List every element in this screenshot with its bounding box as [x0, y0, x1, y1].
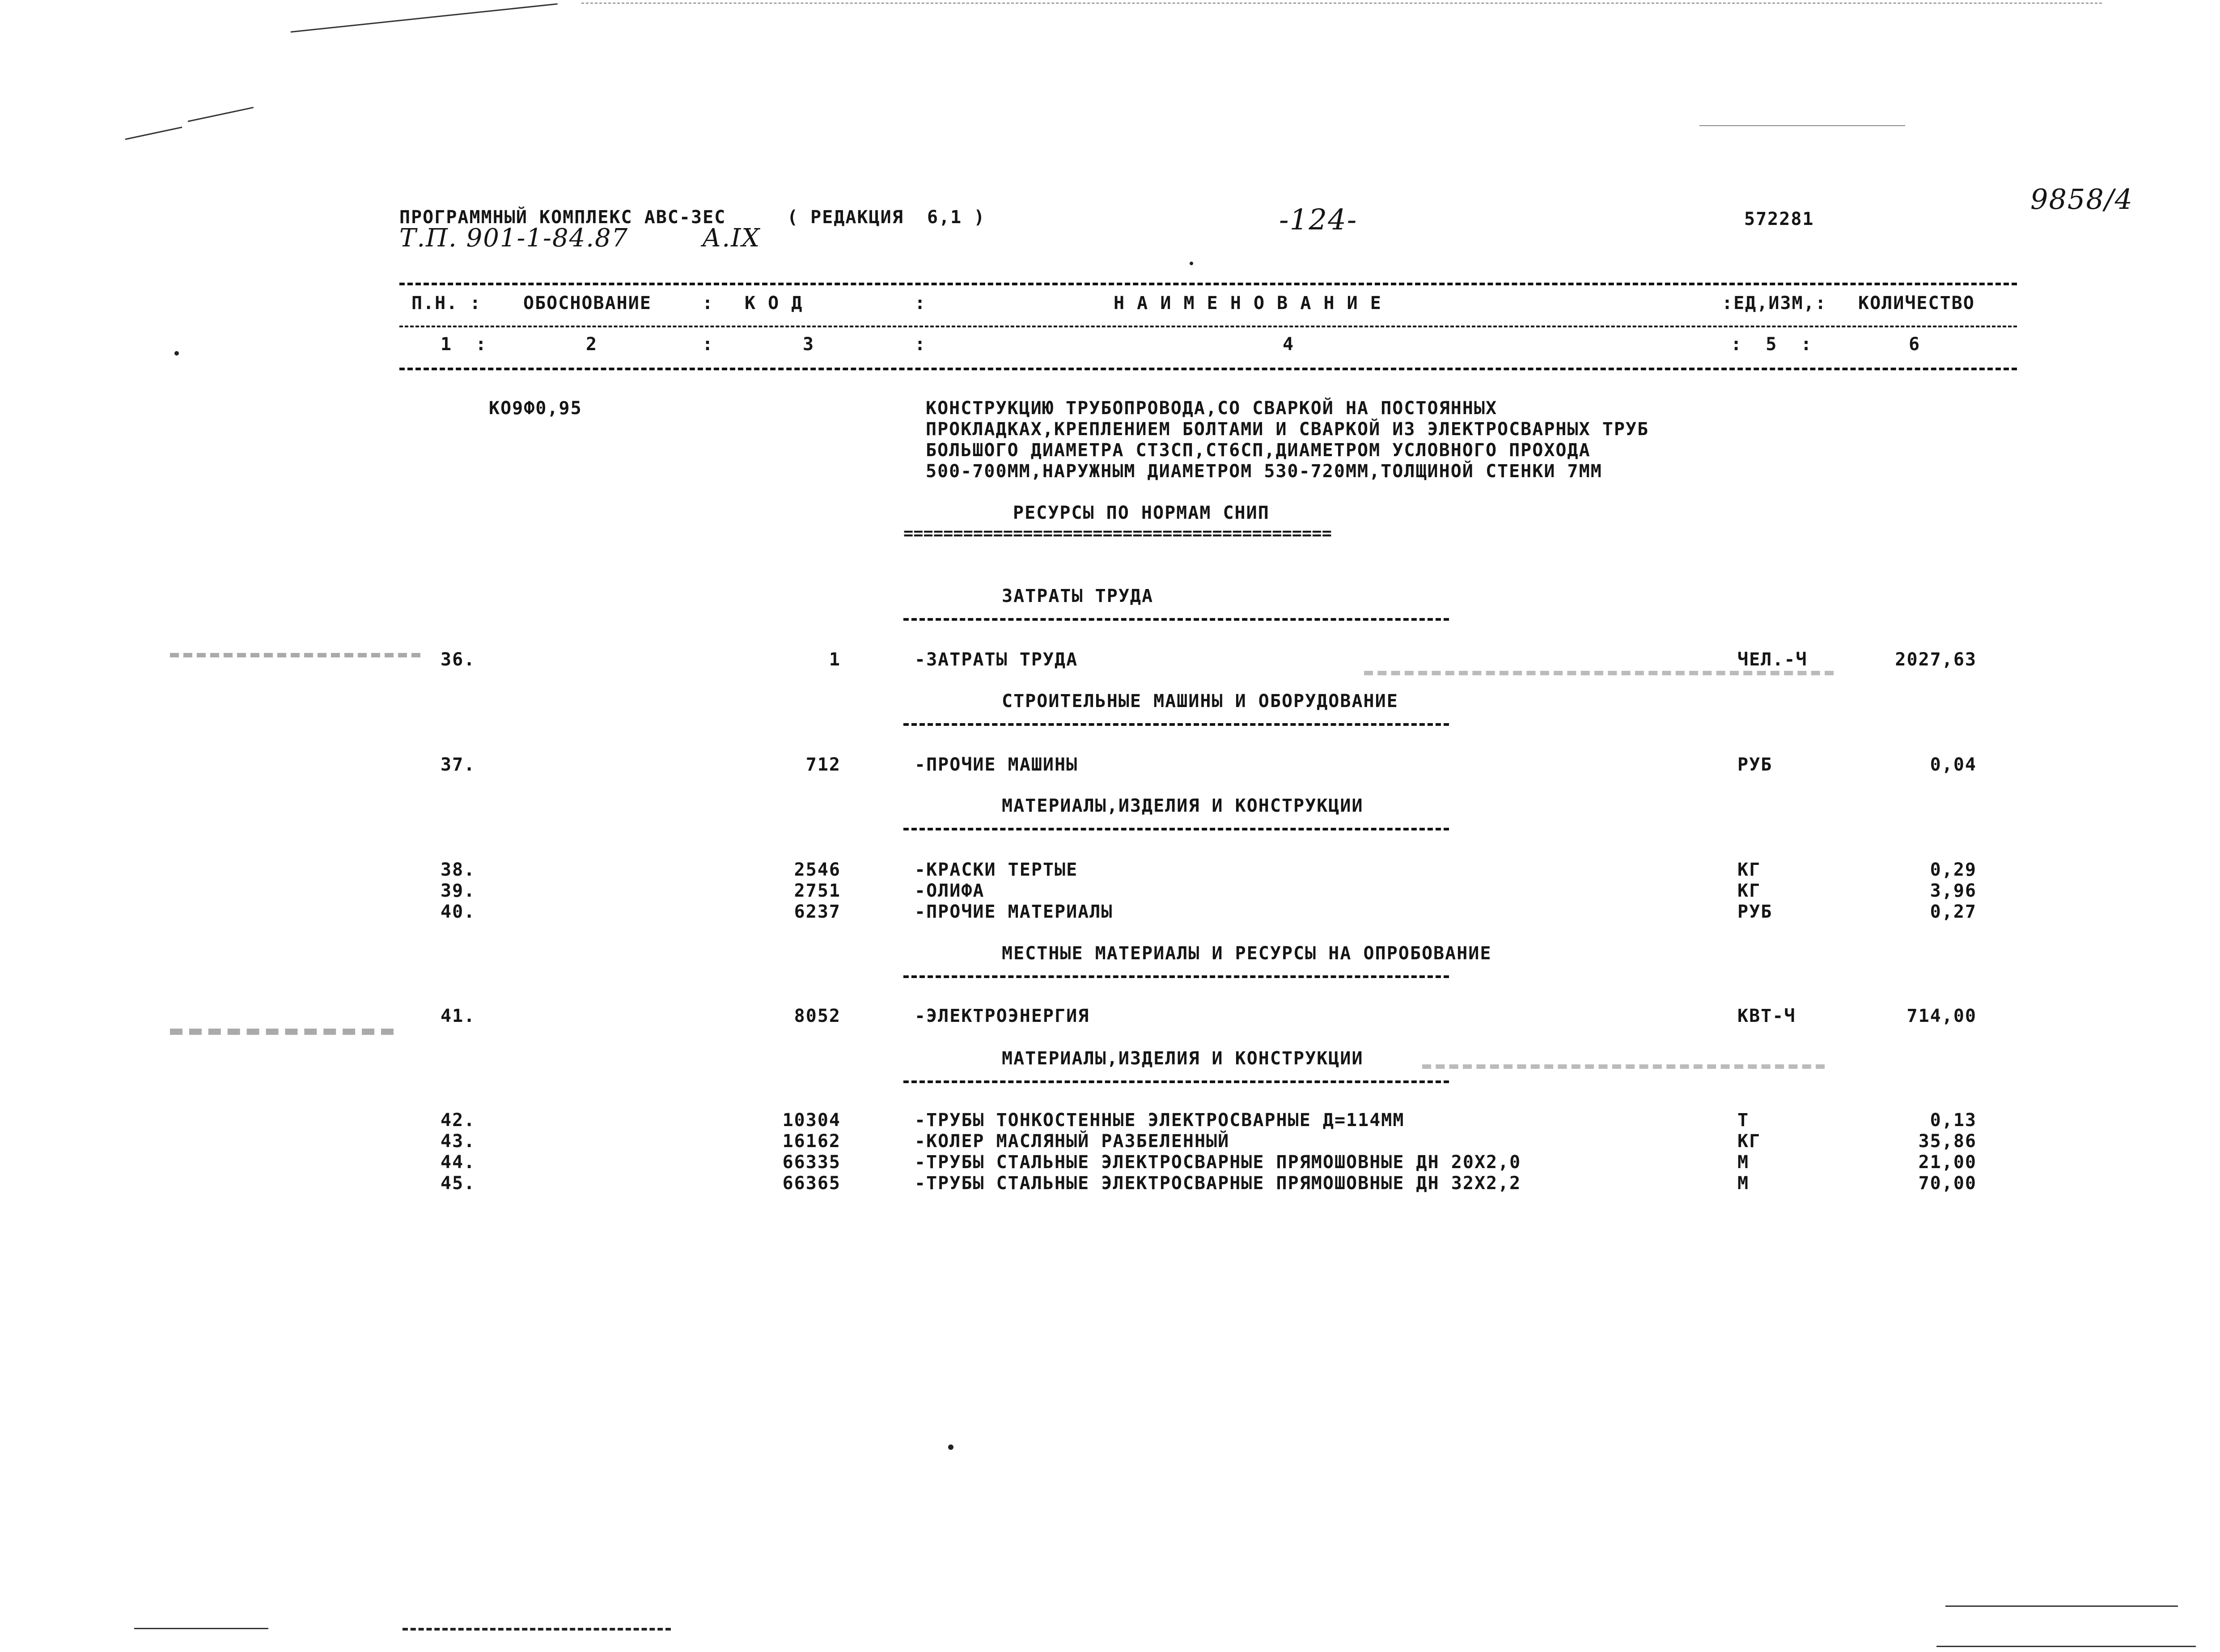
resources-underline: ===========================================: [903, 524, 1332, 543]
row-pn: 42.: [441, 1110, 476, 1131]
section-underline: [903, 1080, 1449, 1083]
scan-line: [134, 1628, 268, 1629]
document-number: 572281: [1744, 209, 1814, 229]
col-number-1: 1 :: [441, 334, 487, 355]
scan-line: [1364, 671, 1834, 675]
row-qty: 2027,63: [1895, 649, 1977, 670]
row-qty: 21,00: [1918, 1152, 1977, 1173]
col-number-sep: :: [915, 334, 927, 355]
album-number: А.IX: [702, 224, 761, 253]
row-pn: 36.: [441, 649, 476, 670]
scan-line: [1936, 1646, 2196, 1647]
row-name: -ТРУБЫ СТАЛЬНЫЕ ЭЛЕКТРОСВАРНЫЕ ПРЯМОШОВНЫЕ ДН 32Х2,2: [915, 1173, 1521, 1194]
row-pn: 45.: [441, 1173, 476, 1194]
scan-line: [170, 653, 420, 657]
row-pn: 41.: [441, 1006, 476, 1026]
scan-line: [1422, 1064, 1825, 1069]
row-code: 66365: [782, 1173, 841, 1194]
row-qty: 35,86: [1918, 1131, 1977, 1152]
page-number: -124-: [1279, 203, 1358, 237]
col-number-2: 2: [586, 334, 598, 355]
col-number-5: : 5 :: [1731, 334, 1813, 355]
col-header-basis: ОБОСНОВАНИЕ: [523, 293, 652, 313]
row-qty: 70,00: [1918, 1173, 1977, 1194]
row-unit: РУБ: [1737, 902, 1773, 922]
scan-line: [1945, 1605, 2178, 1607]
scan-line: [402, 1628, 671, 1631]
row-code: 10304: [782, 1110, 841, 1131]
row-unit: КГ: [1737, 1131, 1761, 1152]
item-description-line: БОЛЬШОГО ДИАМЕТРА СТ3СП,СТ6СП,ДИАМЕТРОМ УСЛОВНОГО ПРОХОДА: [926, 440, 1591, 461]
scan-speck: [1190, 262, 1193, 265]
header-rule-top: [399, 283, 2017, 285]
col-header-sep: :: [702, 293, 714, 313]
scan-speck: [948, 1444, 953, 1450]
scan-line: [125, 127, 182, 140]
row-unit: КГ: [1737, 860, 1761, 880]
scan-line: [170, 1029, 394, 1035]
scan-line: [188, 107, 254, 122]
row-unit: КВТ-Ч: [1737, 1006, 1796, 1026]
section-title: МАТЕРИАЛЫ,ИЗДЕЛИЯ И КОНСТРУКЦИИ: [1002, 1048, 1364, 1069]
row-unit: М: [1737, 1173, 1750, 1194]
section-underline: [903, 618, 1449, 621]
col-header-sep: :: [915, 293, 927, 313]
row-qty: 0,29: [1930, 860, 1977, 880]
row-name: -ЗАТРАТЫ ТРУДА: [915, 649, 1078, 670]
col-header-pn: П.Н. :: [411, 293, 482, 313]
program-name: ПРОГРАММНЫЙ КОМПЛЕКС АВС-3ЕС: [399, 207, 726, 228]
section-underline: [903, 975, 1449, 978]
row-name: -КРАСКИ ТЕРТЫЕ: [915, 860, 1078, 880]
edition: ( РЕДАКЦИЯ 6,1 ): [787, 207, 986, 228]
row-name: -КОЛЕР МАСЛЯНЫЙ РАЗБЕЛЕННЫЙ: [915, 1131, 1230, 1152]
section-underline: [903, 723, 1449, 726]
row-pn: 43.: [441, 1131, 476, 1152]
item-description-line: ПРОКЛАДКАХ,КРЕПЛЕНИЕМ БОЛТАМИ И СВАРКОЙ ИЗ ЭЛЕКТРОСВАРНЫХ ТРУБ: [926, 419, 1649, 440]
row-unit: КГ: [1737, 881, 1761, 901]
col-number-3: 3: [803, 334, 815, 355]
row-pn: 39.: [441, 881, 476, 901]
row-qty: 0,27: [1930, 902, 1977, 922]
col-header-code: К О Д: [745, 293, 803, 313]
row-pn: 40.: [441, 902, 476, 922]
item-description-line: КОНСТРУКЦИЮ ТРУБОПРОВОДА,СО СВАРКОЙ НА ПОСТОЯННЫХ: [926, 398, 1498, 419]
row-qty: 3,96: [1930, 881, 1977, 901]
row-name: -ПРОЧИЕ МАТЕРИАЛЫ: [915, 902, 1113, 922]
col-number-6: 6: [1909, 334, 1921, 355]
row-pn: 44.: [441, 1152, 476, 1173]
col-number-sep: :: [702, 334, 714, 355]
row-qty: 0,13: [1930, 1110, 1977, 1131]
scan-speck: [174, 351, 179, 356]
row-code: 2546: [794, 860, 841, 880]
row-code: 6237: [794, 902, 841, 922]
row-name: -ОЛИФА: [915, 881, 985, 901]
scan-line: [291, 3, 558, 33]
row-name: -ТРУБЫ СТАЛЬНЫЕ ЭЛЕКТРОСВАРНЫЕ ПРЯМОШОВНЫЕ ДН 20Х2,0: [915, 1152, 1521, 1173]
scan-line: [1699, 125, 1905, 126]
section-title: ЗАТРАТЫ ТРУДА: [1002, 586, 1154, 606]
row-code: 712: [805, 754, 841, 775]
row-code: 16162: [782, 1131, 841, 1152]
col-header-name: Н А И М Е Н О В А Н И Е: [1114, 293, 1382, 313]
header-rule-mid: [399, 326, 2017, 327]
section-underline: [903, 828, 1449, 830]
row-qty: 0,04: [1930, 754, 1977, 775]
row-code: 1: [829, 649, 841, 670]
row-code: 8052: [794, 1006, 841, 1026]
col-header-unit: :ЕД,ИЗМ,:: [1722, 293, 1827, 313]
row-qty: 714,00: [1906, 1006, 1977, 1026]
row-pn: 38.: [441, 860, 476, 880]
section-title: СТРОИТЕЛЬНЫЕ МАШИНЫ И ОБОРУДОВАНИЕ: [1002, 691, 1398, 712]
item-description-line: 500-700ММ,НАРУЖНЫМ ДИАМЕТРОМ 530-720ММ,ТОЛЩИНОЙ СТЕНКИ 7ММ: [926, 461, 1602, 482]
row-name: -ТРУБЫ ТОНКОСТЕННЫЕ ЭЛЕКТРОСВАРНЫЕ Д=114ММ: [915, 1110, 1405, 1131]
row-pn: 37.: [441, 754, 476, 775]
resources-title: РЕСУРСЫ ПО НОРМАМ СНИП: [1013, 503, 1270, 523]
section-title: МЕСТНЫЕ МАТЕРИАЛЫ И РЕСУРСЫ НА ОПРОБОВАНИЕ: [1002, 943, 1492, 964]
row-code: 2751: [794, 881, 841, 901]
section-title: МАТЕРИАЛЫ,ИЗДЕЛИЯ И КОНСТРУКЦИИ: [1002, 796, 1364, 816]
row-unit: М: [1737, 1152, 1750, 1173]
header-rule-bottom: [399, 368, 2017, 370]
item-code: КО9Ф0,95: [489, 398, 582, 419]
col-header-qty: КОЛИЧЕСТВО: [1858, 293, 1975, 313]
row-name: -ПРОЧИЕ МАШИНЫ: [915, 754, 1078, 775]
row-unit: Т: [1737, 1110, 1750, 1131]
archive-stamp: 9858/4: [2030, 183, 2134, 216]
row-name: -ЭЛЕКТРОЭНЕРГИЯ: [915, 1006, 1090, 1026]
row-unit: ЧЕЛ.-Ч: [1737, 649, 1808, 670]
col-number-4: 4: [1283, 334, 1295, 355]
scan-line: [581, 3, 2102, 4]
tp-code: Т.П. 901-1-84.87: [399, 224, 629, 253]
row-code: 66335: [782, 1152, 841, 1173]
row-unit: РУБ: [1737, 754, 1773, 775]
